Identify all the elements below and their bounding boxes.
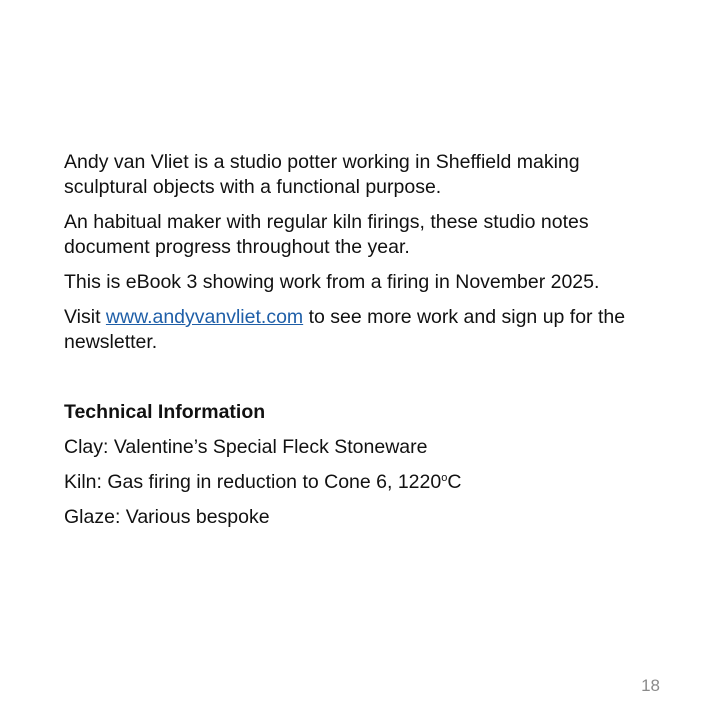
visit-suffix: to see more work and sign up for the newsletter. — [64, 306, 626, 353]
kiln-line — [64, 470, 664, 495]
website-link[interactable]: www.andyvanvliet.com — [105, 306, 304, 328]
intro-paragraph-3: This is eBook 3 showing work from a firing in November 2025. — [64, 271, 600, 293]
glaze-line: Glaze: Various bespoke — [64, 506, 270, 528]
degree-symbol: o — [441, 472, 448, 484]
clay-line: Clay: Valentine’s Special Fleck Stoneware — [64, 436, 428, 458]
technical-heading: Technical Information — [64, 401, 266, 423]
kiln-unit: C — [447, 471, 462, 493]
intro-paragraph-4 — [64, 305, 664, 355]
section-spacer — [64, 365, 664, 400]
visit-prefix: Visit — [64, 306, 106, 328]
intro-paragraph-1: Andy van Vliet is a studio potter working in Sheffield making sculptural objects with a functional purpose. — [64, 151, 580, 198]
page-content — [64, 150, 664, 540]
page-number: 18 — [641, 676, 660, 695]
kiln-text: Kiln: Gas firing in reduction to Cone 6, 1220 — [64, 471, 442, 493]
intro-paragraph-2: An habitual maker with regular kiln firings, these studio notes document progress throughout the year. — [64, 211, 589, 258]
